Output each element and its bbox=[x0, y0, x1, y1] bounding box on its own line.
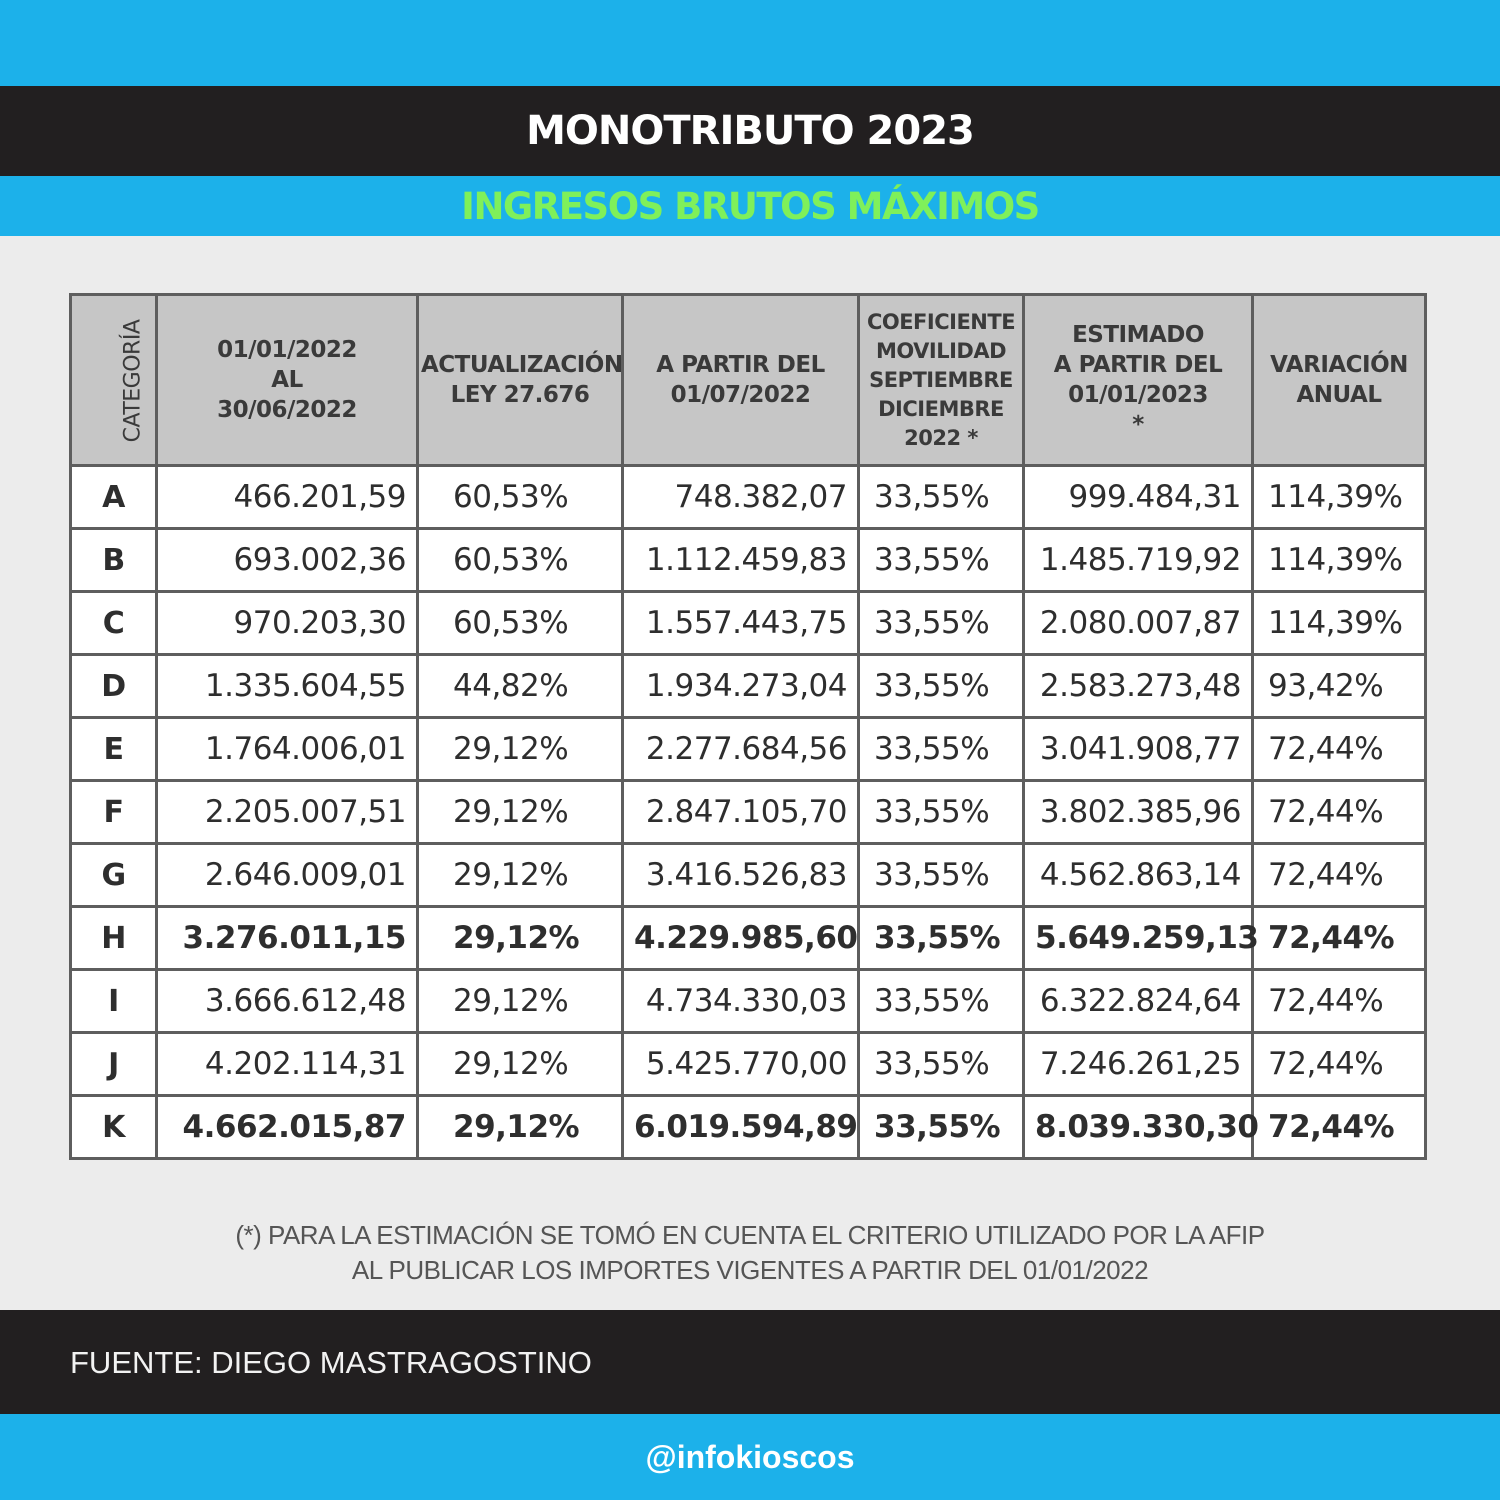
table-row bbox=[71, 844, 1426, 907]
cell-coeficiente: 33,55% bbox=[859, 655, 1024, 718]
cell-coeficiente: 33,55% bbox=[859, 907, 1024, 970]
cell-estimado: 5.649.259,13 bbox=[1024, 907, 1253, 970]
handle-bar bbox=[0, 1414, 1500, 1500]
cell-from-july-2022: 1.557.443,75 bbox=[623, 592, 859, 655]
cell-categoria: K bbox=[71, 1096, 157, 1159]
col-header-variacion: VARIACIÓN ANUAL bbox=[1253, 295, 1426, 466]
cell-categoria: J bbox=[71, 1033, 157, 1096]
table-body bbox=[71, 466, 1426, 1159]
col-header-period-2022: 01/01/2022 AL 30/06/2022 bbox=[157, 295, 418, 466]
col-header-label: CATEGORÍA bbox=[120, 319, 146, 442]
cell-variacion: 93,42% bbox=[1253, 655, 1426, 718]
cell-coeficiente: 33,55% bbox=[859, 970, 1024, 1033]
cell-from-july-2022: 4.229.985,60 bbox=[623, 907, 859, 970]
source-credit: FUENTE: DIEGO MASTRAGOSTINO bbox=[70, 1345, 592, 1380]
cell-period-2022: 2.646.009,01 bbox=[157, 844, 418, 907]
social-handle: @infokioscos bbox=[645, 1438, 855, 1475]
cell-actualizacion: 29,12% bbox=[418, 1096, 623, 1159]
cell-from-july-2022: 5.425.770,00 bbox=[623, 1033, 859, 1096]
income-table bbox=[69, 293, 1427, 1160]
cell-estimado: 1.485.719,92 bbox=[1024, 529, 1253, 592]
cell-coeficiente: 33,55% bbox=[859, 781, 1024, 844]
cell-categoria: D bbox=[71, 655, 157, 718]
cell-from-july-2022: 2.277.684,56 bbox=[623, 718, 859, 781]
cell-period-2022: 1.764.006,01 bbox=[157, 718, 418, 781]
cell-variacion: 72,44% bbox=[1253, 907, 1426, 970]
col-header-estimado: ESTIMADO A PARTIR DEL 01/01/2023 * bbox=[1024, 295, 1253, 466]
cell-actualizacion: 44,82% bbox=[418, 655, 623, 718]
cell-period-2022: 466.201,59 bbox=[157, 466, 418, 529]
cell-from-july-2022: 6.019.594,89 bbox=[623, 1096, 859, 1159]
table-row bbox=[71, 907, 1426, 970]
cell-estimado: 7.246.261,25 bbox=[1024, 1033, 1253, 1096]
source-bar bbox=[0, 1310, 1500, 1414]
table-row bbox=[71, 529, 1426, 592]
cell-coeficiente: 33,55% bbox=[859, 466, 1024, 529]
table-row bbox=[71, 592, 1426, 655]
cell-actualizacion: 29,12% bbox=[418, 907, 623, 970]
cell-estimado: 3.802.385,96 bbox=[1024, 781, 1253, 844]
cell-coeficiente: 33,55% bbox=[859, 592, 1024, 655]
footnote-line-2: AL PUBLICAR LOS IMPORTES VIGENTES A PARTIR DEL 01/01/2022 bbox=[351, 1255, 1149, 1285]
table-row bbox=[71, 655, 1426, 718]
page-title: MONOTRIBUTO 2023 bbox=[526, 108, 974, 154]
cell-from-july-2022: 2.847.105,70 bbox=[623, 781, 859, 844]
cell-from-july-2022: 3.416.526,83 bbox=[623, 844, 859, 907]
col-header-from-july-2022: A PARTIR DEL 01/07/2022 bbox=[623, 295, 859, 466]
cell-period-2022: 970.203,30 bbox=[157, 592, 418, 655]
page-subtitle: INGRESOS BRUTOS MÁXIMOS bbox=[461, 184, 1039, 228]
cell-variacion: 114,39% bbox=[1253, 466, 1426, 529]
cell-estimado: 3.041.908,77 bbox=[1024, 718, 1253, 781]
cell-estimado: 999.484,31 bbox=[1024, 466, 1253, 529]
cell-coeficiente: 33,55% bbox=[859, 529, 1024, 592]
cell-period-2022: 4.202.114,31 bbox=[157, 1033, 418, 1096]
table-row bbox=[71, 1096, 1426, 1159]
cell-estimado: 8.039.330,30 bbox=[1024, 1096, 1253, 1159]
cell-categoria: C bbox=[71, 592, 157, 655]
cell-categoria: I bbox=[71, 970, 157, 1033]
cell-period-2022: 4.662.015,87 bbox=[157, 1096, 418, 1159]
cell-estimado: 2.080.007,87 bbox=[1024, 592, 1253, 655]
cell-coeficiente: 33,55% bbox=[859, 1033, 1024, 1096]
cell-actualizacion: 29,12% bbox=[418, 970, 623, 1033]
cell-variacion: 72,44% bbox=[1253, 781, 1426, 844]
table-row bbox=[71, 718, 1426, 781]
table-row bbox=[71, 970, 1426, 1033]
cell-estimado: 6.322.824,64 bbox=[1024, 970, 1253, 1033]
cell-categoria: G bbox=[71, 844, 157, 907]
col-header-categoria bbox=[71, 295, 157, 466]
cell-categoria: B bbox=[71, 529, 157, 592]
table-row bbox=[71, 1033, 1426, 1096]
cell-categoria: H bbox=[71, 907, 157, 970]
cell-coeficiente: 33,55% bbox=[859, 844, 1024, 907]
cell-period-2022: 3.666.612,48 bbox=[157, 970, 418, 1033]
cell-categoria: A bbox=[71, 466, 157, 529]
cell-variacion: 114,39% bbox=[1253, 529, 1426, 592]
footnote-line-1: (*) PARA LA ESTIMACIÓN SE TOMÓ EN CUENTA EL CRITERIO UTILIZADO POR LA AFIP bbox=[235, 1220, 1265, 1250]
cell-period-2022: 2.205.007,51 bbox=[157, 781, 418, 844]
cell-actualizacion: 60,53% bbox=[418, 466, 623, 529]
cell-variacion: 72,44% bbox=[1253, 718, 1426, 781]
cell-coeficiente: 33,55% bbox=[859, 718, 1024, 781]
cell-variacion: 72,44% bbox=[1253, 1096, 1426, 1159]
col-header-actualizacion: ACTUALIZACIÓN LEY 27.676 bbox=[418, 295, 623, 466]
cell-from-july-2022: 4.734.330,03 bbox=[623, 970, 859, 1033]
cell-variacion: 114,39% bbox=[1253, 592, 1426, 655]
cell-period-2022: 693.002,36 bbox=[157, 529, 418, 592]
cell-from-july-2022: 1.112.459,83 bbox=[623, 529, 859, 592]
cell-from-july-2022: 1.934.273,04 bbox=[623, 655, 859, 718]
cell-variacion: 72,44% bbox=[1253, 844, 1426, 907]
cell-actualizacion: 29,12% bbox=[418, 718, 623, 781]
cell-actualizacion: 29,12% bbox=[418, 781, 623, 844]
cell-variacion: 72,44% bbox=[1253, 970, 1426, 1033]
table-row bbox=[71, 466, 1426, 529]
cell-from-july-2022: 748.382,07 bbox=[623, 466, 859, 529]
table-header-row bbox=[71, 295, 1426, 466]
footnote bbox=[0, 1218, 1500, 1288]
cell-period-2022: 3.276.011,15 bbox=[157, 907, 418, 970]
cell-actualizacion: 60,53% bbox=[418, 592, 623, 655]
cell-estimado: 2.583.273,48 bbox=[1024, 655, 1253, 718]
cell-actualizacion: 29,12% bbox=[418, 844, 623, 907]
cell-period-2022: 1.335.604,55 bbox=[157, 655, 418, 718]
cell-estimado: 4.562.863,14 bbox=[1024, 844, 1253, 907]
top-band bbox=[0, 0, 1500, 86]
subtitle-bar bbox=[0, 176, 1500, 236]
cell-variacion: 72,44% bbox=[1253, 1033, 1426, 1096]
title-bar bbox=[0, 86, 1500, 176]
cell-categoria: E bbox=[71, 718, 157, 781]
cell-actualizacion: 29,12% bbox=[418, 1033, 623, 1096]
col-header-coeficiente: COEFICIENTE MOVILIDAD SEPTIEMBRE DICIEMBRE 2022 * bbox=[859, 295, 1024, 466]
cell-categoria: F bbox=[71, 781, 157, 844]
table-row bbox=[71, 781, 1426, 844]
cell-actualizacion: 60,53% bbox=[418, 529, 623, 592]
cell-coeficiente: 33,55% bbox=[859, 1096, 1024, 1159]
